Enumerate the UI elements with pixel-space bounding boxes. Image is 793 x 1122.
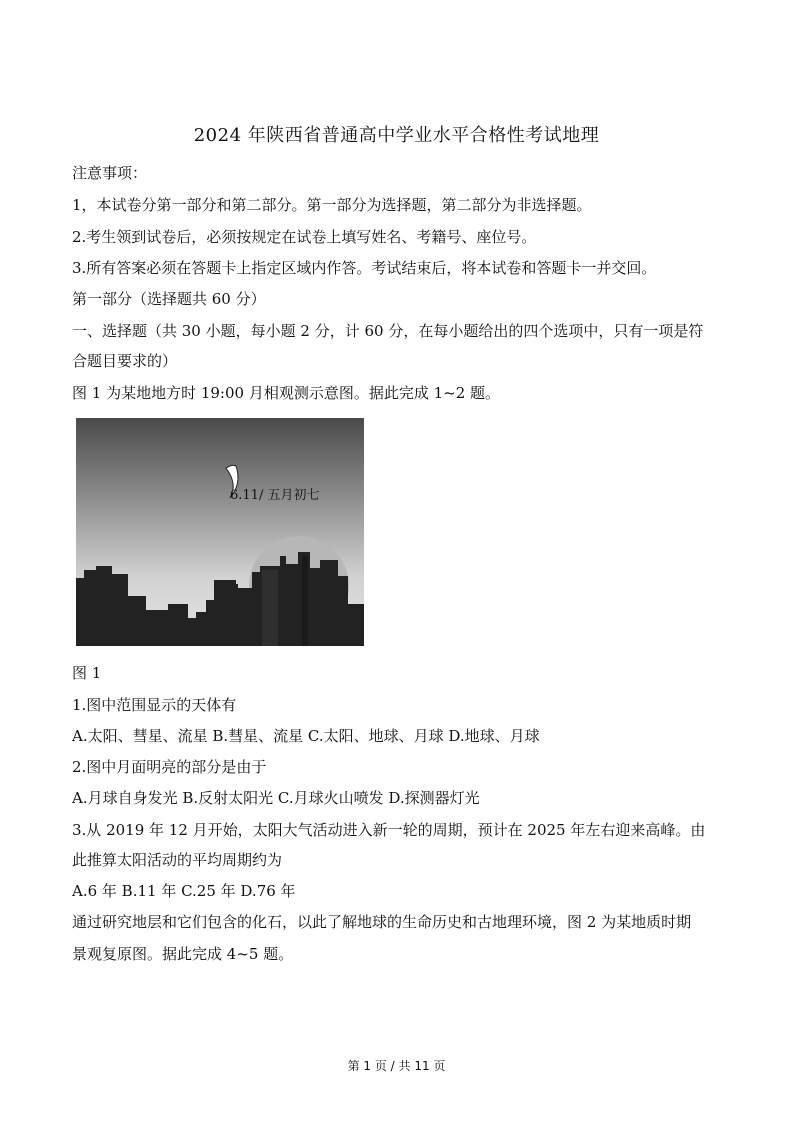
page-title: 2024 年陕西省普通高中学业水平合格性考试地理: [193, 125, 600, 146]
page-footer: 第 1 页 / 共 11 页: [347, 1059, 446, 1073]
question-2: 2.图中月面明亮的部分是由于: [72, 758, 267, 776]
section-intro-line-1: 一、选择题（共 30 小题，每小题 2 分，计 60 分，在每小题给出的四个选项中，只有一项是符: [72, 322, 704, 340]
question-3-line-1: 3.从 2019 年 12 月开始，太阳大气活动进入新一轮的周期，预计在 2025 年左右迎来高峰。由: [72, 821, 706, 839]
figure1-svg: [76, 418, 364, 646]
question-1-options: A.太阳、彗星、流星 B.彗星、流星 C.太阳、地球、月球 D.地球、月球: [72, 727, 540, 745]
section-intro-line-2: 合题目要求的）: [72, 352, 178, 370]
notice-item-1: 1，本试卷分第一部分和第二部分。第一部分为选择题，第二部分为非选择题。: [72, 196, 592, 214]
building-tower: [262, 570, 278, 646]
question-2-options: A.月球自身发光 B.反射太阳光 C.月球火山喷发 D.探测器灯光: [72, 789, 480, 807]
notice-item-3: 3.所有答案必须在答题卡上指定区域内作答。考试结束后，将本试卷和答题卡一并交回。: [72, 259, 657, 277]
figure1-moon-phase-image: [76, 418, 364, 646]
question-1: 1.图中范围显示的天体有: [72, 696, 237, 714]
figure2-intro-line-1: 通过研究地层和它们包含的化石，以此了解地球的生命历史和古地理环境，图 2 为某地质时期: [72, 913, 692, 931]
question-3-options: A.6 年 B.11 年 C.25 年 D.76 年: [72, 882, 296, 900]
notice-item-2: 2.考生领到试卷后，必须按规定在试卷上填写姓名、考籍号、座位号。: [72, 228, 537, 246]
moon-phase-label: 6.11/ 五月初七: [230, 488, 320, 503]
notice-heading: 注意事项：: [72, 164, 148, 182]
building-spire: [302, 556, 308, 646]
figure2-intro-line-2: 景观复原图。据此完成 4~5 题。: [72, 945, 294, 963]
question-3-line-2: 此推算太阳活动的平均周期约为: [72, 851, 283, 869]
part-one-heading: 第一部分（选择题共 60 分）: [72, 290, 266, 308]
figure1-caption: 图 1: [72, 664, 102, 682]
figure1-intro: 图 1 为某地地方时 19:00 月相观测示意图。据此完成 1~2 题。: [72, 384, 501, 402]
